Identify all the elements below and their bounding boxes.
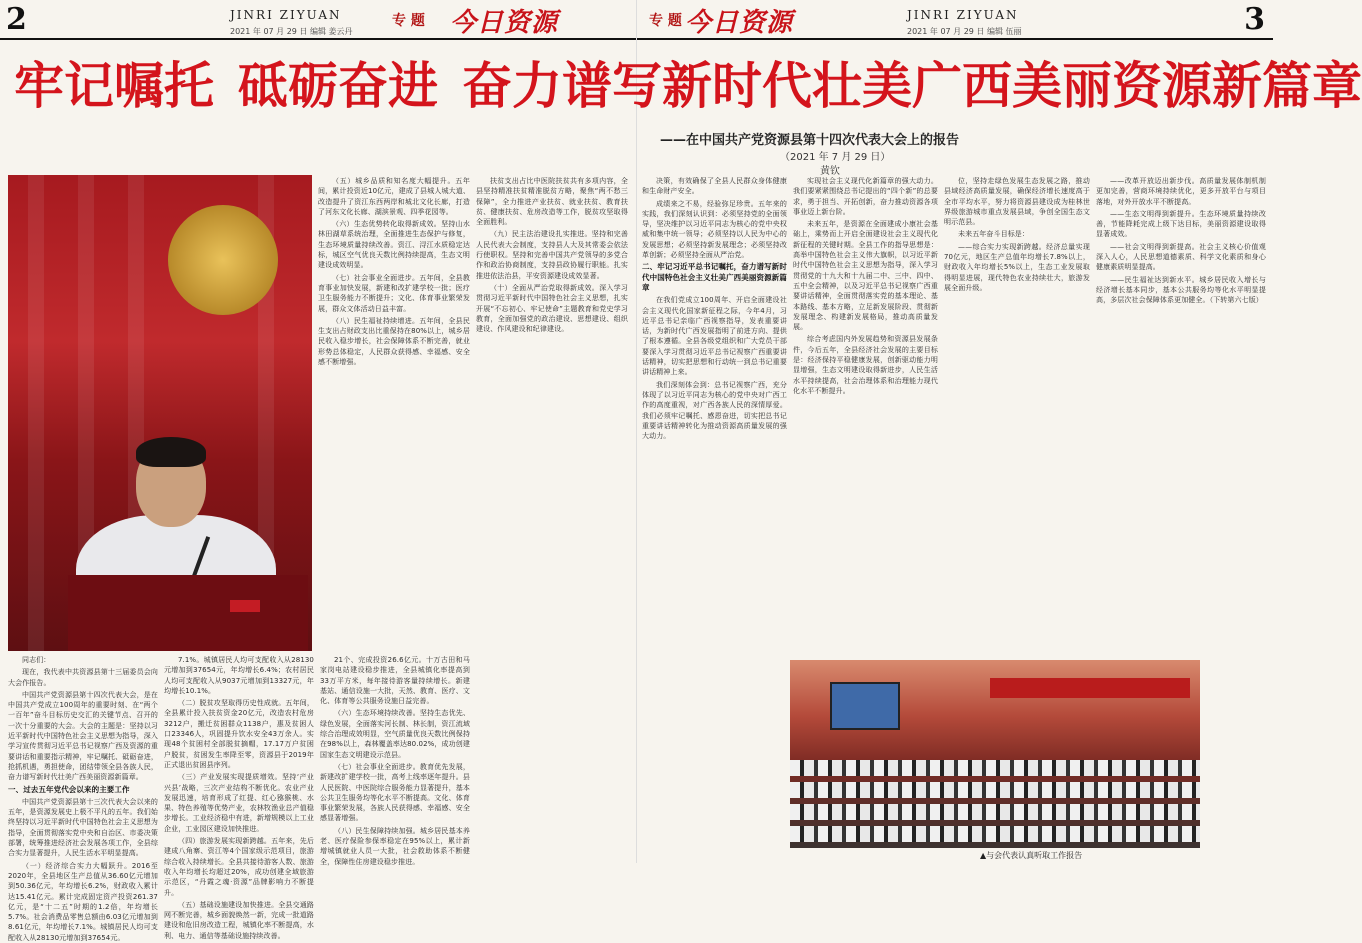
paragraph: 实现社会主义现代化新篇章的强大动力。我们要紧紧围绕总书记提出的“四个新”的总要求，勇于担当、开拓创新，奋力推动资源各项事业迈上新台阶。: [793, 177, 938, 216]
audience-row: [790, 760, 1200, 776]
paragraph: （四）旅游发展实现新跨越。五年来，先后建成八角寨、资江等4个国家级示范项目，旅游综合收入持续增长。全县共接待游客人数、旅游收入年均增长均超过20%，成功创建全域旅游示范区，“丹霞之魂·资源”品牌影响力不断提升。: [164, 837, 314, 897]
headline-part-3: 奋力谱写新时代壮美广西美丽资源新篇章: [462, 57, 1362, 115]
paragraph: 扶贫支出占比中医院扶贫共有多项内容，全县坚持精准扶贫精准脱贫方略，聚焦“两不愁三保障”，全力推进产业扶贫、就业扶贫、教育扶贫、健康扶贫、危房改造等工作，脱贫攻坚取得全面胜利。: [476, 177, 628, 227]
article-column-3: [320, 655, 470, 866]
paragraph: ——民生福祉达到新水平。城乡居民收入增长与经济增长基本同步，基本公共服务均等化水平明显提高，多层次社会保障体系更加健全。（下转第六七版）: [1096, 275, 1266, 305]
paragraph: 位，坚持走绿色发展生态发展之路，推动县域经济高质量发展，确保经济增长速度高于全市平均水平，努力将资源县建设成为桂林世界级旅游城市重点发展县域，争创全国生态文明示范县。: [944, 177, 1090, 227]
paragraph: （二）脱贫攻坚取得历史性成就。五年间，全县累计投入扶贫资金20亿元，改造农村危房3212户，搬迁贫困群众1138户，惠及贫困人口23346人，巩固提升饮水安全43万余人。实现48个贫困村全部脱贫摘帽，17.17万户贫困户脱贫，贫困发生率降至零，资源县于2019年正式退出贫困县序列。: [164, 699, 314, 769]
article-column-1: [8, 655, 158, 942]
right-section-tag: 专 题: [649, 13, 682, 29]
left-header-rule: [0, 38, 636, 40]
right-page-header: [637, 0, 1273, 40]
left-page-number: 2: [6, 2, 27, 37]
paragraph: 成绩来之不易，经验弥足珍贵。五年来的实践，我们深刻认识到：必须坚持党的全面领导，坚决维护以习近平同志为核心的党中央权威和集中统一领导；必须坚持以人民为中心的发展思想；必须坚持新发展理念；必须坚持改革创新；必须坚持全面从严治党。: [642, 199, 787, 260]
paragraph: （三）产业发展实现提质增效。坚持‘产业兴县’战略，三次产业结构不断优化。农业产业发展迅速，培育形成了红提、红心猕猴桃、水果、特色养殖等优势产业，农林牧渔业总产值稳步增长。工业经济稳中有进，新增规模以上工业企业，工业园区建设加快推进。: [164, 773, 314, 833]
audience-row: [790, 826, 1200, 842]
paragraph: （七）社会事业全面进步。五年间，全县教育事业加快发展，新建和改扩建学校一批；医疗卫生服务能力不断提升；文化、体育事业繁荣发展，群众文体活动日益丰富。: [318, 273, 470, 313]
headline-part-2: 砥砺奋进: [238, 57, 438, 115]
headline-part-1: 牢记嘱托: [14, 57, 214, 115]
curtain-fold: [28, 175, 44, 651]
article-column-5: [476, 176, 628, 860]
paragraph: （九）民主法治建设扎实推进。坚持和完善人民代表大会制度，支持县人大及其常委会依法行使职权。坚持和完善中国共产党领导的多党合作和政治协商制度，支持县政协履行职能。扎实推进依法治县，平安资源建设成效显著。: [476, 230, 628, 280]
report-date: （2021 年 7 月 29 日）: [780, 152, 891, 163]
photo-caption: ▲与会代表认真听取工作报告: [980, 851, 1083, 860]
left-masthead-logo: 今日资源: [450, 8, 559, 38]
right-pinyin-title: JINRI ZIYUAN: [907, 8, 1019, 22]
article-column-7: [793, 176, 938, 656]
delegate-badge: [230, 600, 260, 612]
paragraph: 决策，有效确保了全县人民群众身体健康和生命财产安全。: [642, 177, 787, 196]
party-emblem-icon: [168, 205, 278, 315]
main-headline: [0, 50, 1362, 130]
paragraph: 中国共产党资源县第十三次代表大会以来的五年，是资源发展史上极不平凡的五年。我们始终坚持以习近平新时代中国特色社会主义思想为指导，全面贯彻落实党中央和自治区、市委决策部署，统筹推进经济社会发展各项工作，全县综合实力显著提升，人民生活水平明显提高。: [8, 797, 158, 858]
paragraph: 现在，我代表中共资源县第十三届委员会向大会作报告。: [8, 668, 158, 687]
left-page-header: [0, 0, 636, 40]
right-header-rule: [637, 38, 1273, 40]
paragraph: 同志们：: [22, 656, 51, 664]
podium: [68, 575, 308, 651]
right-date-line: 2021 年 07 月 29 日 编辑 伍丽: [907, 27, 1022, 36]
speaker-photo: [8, 175, 312, 651]
audience-row: [790, 782, 1200, 798]
paragraph: （八）民生保障持续加强。城乡居民基本养老、医疗保险参保率稳定在95%以上，累计新增城镇就业人员一大批，社会救助体系不断健全，保障性住房建设稳步推进。: [320, 826, 470, 866]
paragraph: ——改革开放迈出新步伐。高质量发展体制机制更加完善，营商环境持续优化，更多开放平台与项目落地，对外开放水平不断提高。: [1096, 177, 1266, 206]
paragraph: （六）生态优势转化取得新成效。坚持山水林田湖草系统治理，全面推进生态保护与修复，生态环境质量持续改善。资江、浔江水质稳定达标，城区空气优良天数比例持续提高，生态文明建设成效明显。: [318, 220, 470, 270]
right-masthead-logo: 今日资源: [685, 8, 794, 38]
author-byline: 黄钦: [820, 166, 840, 177]
paragraph: 21个、完成投资26.6亿元。十万古田和马家岗电站建设稳步推进，全县城镇化率提高到33万平方米，每年接待游客量持续增长。新建基站、通信设施一大批，天然、教育、医疗、文化、体育等公共服务设施日益完善。: [320, 656, 470, 706]
paragraph: 未来五年，是资源在全面建成小康社会基础上，乘势而上开启全面建设社会主义现代化新征程的关键时期。全县工作的指导思想是：高举中国特色社会主义伟大旗帜，以习近平新时代中国特色社会主义思想为指导，深入学习贯彻党的十九大和十九届二中、三中、四中、五中全会精神，以及习近平总书记视察广西重要讲话精神，全面贯彻落实党的基本理论、基本路线、基本方略，立足新发展阶段、贯彻新发展理念、构建新发展格局，推动高质量发展。: [793, 220, 938, 332]
paragraph: 中国共产党资源县第十四次代表大会，是在中国共产党成立100周年的重要时刻、在“两个一百年”奋斗目标历史交汇的关键节点、召开的一次十分重要的大会。大会的主题是：坚持以习近平新时代中国特色社会主义思想为指导，深入学习宣传贯彻习近平总书记视察广西及资源的重要讲话和重要指示精神，牢记嘱托、砥砺奋进，抢抓机遇，勇担使命，团结带领全县各族人民，奋力谱写新时代壮美广西美丽资源新篇章。: [8, 690, 158, 782]
article-column-4: [318, 176, 470, 652]
left-date-line: 2021 年 07 月 29 日 编辑 姜云丹: [230, 27, 353, 36]
paragraph: ——社会文明得到新提高。社会主义核心价值观深入人心，人民思想道德素质、科学文化素质和身心健康素质明显提高。: [1096, 242, 1266, 272]
paragraph: 在我们党成立100周年、开启全面建设社会主义现代化国家新征程之际，今年4月，习近平总书记亲临广西视察指导，发表重要讲话，为新时代广西发展指明了前进方向、提供了根本遵循。全县各级党组织和广大党员干部要深入学习贯彻习近平总书记视察广西重要讲话精神，切实把思想和行动统一到总书记重要讲话精神上来。: [642, 296, 787, 377]
report-subtitle: ——在中国共产党资源县第十四次代表大会上的报告: [660, 133, 960, 148]
paragraph: 我们深刻体会到：总书记视察广西，充分体现了以习近平同志为核心的党中央对广西工作的高度重视，对广西各族人民的深情厚爱。我们必须牢记嘱托、感恩奋进，切实把总书记重要讲话精神转化为推动资源高质量发展的强大动力。: [642, 380, 787, 441]
section-heading: 二、牢记习近平总书记嘱托，奋力谱写新时代中国特色社会主义壮美广西美丽资源新篇章: [642, 262, 787, 292]
article-column-9: [1096, 176, 1266, 660]
paragraph: （十）全面从严治党取得新成效。深入学习贯彻习近平新时代中国特色社会主义思想，扎实开展“不忘初心、牢记使命”主题教育和党史学习教育，全面加强党的政治建设、思想建设、组织建设、作风建设和纪律建设。: [476, 283, 628, 334]
article-column-2: [164, 655, 314, 940]
left-section-tag: 专 题: [392, 13, 425, 29]
paragraph: （一）经济综合实力大幅跃升。2016至2020年，全县地区生产总值从36.60亿元增加到50.36亿元，年均增长6.2%，财政收入累计达15.41亿元。累计完成固定资产投资261.37亿元，是“十二五”时期的1.2倍，年均增长5.7%。社会消费品零售总额由6.03亿元增加到8.61亿元，年均增长7.1%。城镇居民人均可支配收入从28130元增加到37654元。: [8, 861, 158, 942]
left-pinyin-title: JINRI ZIYUAN: [230, 8, 342, 22]
article-column-6: [642, 176, 787, 860]
assembly-hall-photo: [790, 660, 1200, 848]
paragraph: （六）生态环境持续改善。坚持生态优先、绿色发展，全面落实河长制、林长制，资江流域综合治理成效明显，空气质量优良天数比例保持在98%以上，森林覆盖率达80.02%，成功创建国家生态文明建设示范县。: [320, 709, 470, 759]
projection-screen: [830, 682, 900, 730]
paragraph: 综合考虑国内外发展趋势和资源县发展条件，今后五年，全县经济社会发展的主要目标是：经济保持平稳健康发展，创新驱动能力明显增强，生态文明建设取得新进步，人民生活水平持续提高，社会治理体系和治理能力现代化水平不断提升。: [793, 335, 938, 395]
paragraph: （八）民生福祉持续增进。五年间，全县民生支出占财政支出比重保持在80%以上，城乡居民收入稳步增长，社会保障体系不断完善，就业形势总体稳定，人民群众获得感、幸福感、安全感不断增强。: [318, 316, 470, 367]
paragraph: 7.1%。城镇居民人均可支配收入从28130元增加到37654元，年均增长6.4%；农村居民人均可支配收入从9037元增加到13327元，年均增长10.1%。: [164, 656, 314, 695]
congress-banner: [990, 678, 1190, 698]
speaker-hair: [136, 437, 206, 467]
paragraph: ——综合实力实现新跨越。经济总量实现70亿元，地区生产总值年均增长7.8%以上，财政收入年均增长5%以上，生态工业发展取得明显进展，现代特色农业持续壮大，旅游发展全面升级。: [944, 242, 1090, 292]
paragraph: （五）基础设施建设加快推进。全县交通路网不断完善，城乡面貌焕然一新，完成一批道路建设和危旧房改造工程，城镇化率不断提高，水利、电力、通信等基础设施持续改善。: [164, 900, 314, 940]
audience-row: [790, 804, 1200, 820]
article-column-8: [944, 176, 1090, 656]
right-page-number: 3: [1244, 2, 1265, 37]
paragraph: 未来五年奋斗目标是：: [958, 230, 1029, 239]
paragraph: （五）城乡品质和知名度大幅提升。五年间，累计投资近10亿元，建成了县城人城大道、改造提升了资江东西两岸和城北文化长廊，打造了河东文化长廊、湖滨景观、四季花园等。: [318, 177, 470, 216]
paragraph: ——生态文明得到新提升。生态环境质量持续改善，节能降耗完成上级下达目标，美丽资源建设取得显著成效。: [1096, 209, 1266, 239]
section-heading: 一、过去五年党代会以来的主要工作: [8, 784, 130, 794]
paragraph: （七）社会事业全面进步。教育优先发展，新建改扩建学校一批，高考上线率逐年提升。县人民医院、中医院综合服务能力显著提升，基本公共卫生服务均等化水平不断提高。文化、体育事业繁荣发展，各族人民获得感、幸福感、安全感显著增强。: [320, 762, 470, 823]
